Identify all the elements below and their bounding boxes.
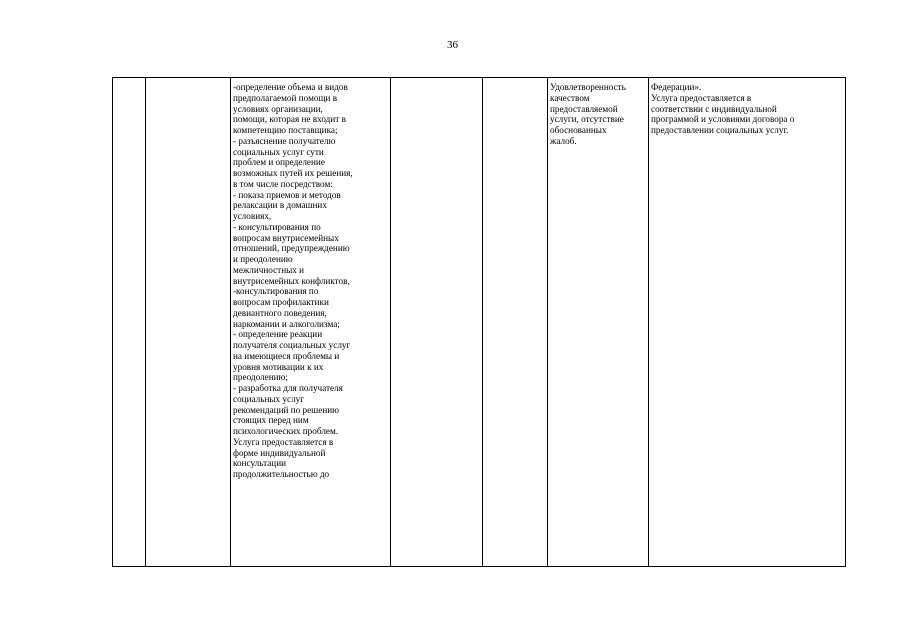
description-line: - консультирования по — [233, 221, 321, 232]
description-line: Услуга предоставляется в — [233, 436, 334, 447]
description-line: социальных услуг — [233, 393, 305, 404]
description-line: рекомендаций по решению — [233, 404, 340, 415]
provision-condition-line: программой и условиями договора о — [651, 114, 795, 125]
description-line: проблем и определение — [233, 157, 325, 168]
description-line: консультации — [233, 458, 287, 469]
cell-number — [113, 78, 146, 567]
provision-condition-line: соответствии с индивидуальной — [651, 103, 777, 114]
description-line: получателя социальных услуг — [233, 340, 351, 350]
description-line: -определение объема и видов — [233, 82, 348, 92]
quality-indicator-line: услуги, отсутствие — [550, 114, 624, 125]
provision-condition-line: предоставлении социальных услуг. — [651, 125, 789, 135]
description-line: форме индивидуальной — [233, 447, 326, 458]
description-line: предполагаемой помощи в — [233, 92, 338, 103]
description-line: компетенцию поставщика; — [233, 125, 338, 135]
description-line: условиях, — [233, 211, 272, 221]
quality-indicator-line: жалоб. — [550, 135, 577, 146]
description-line: - разработка для получателя — [233, 383, 343, 393]
cell-quality-indicators — [548, 78, 649, 567]
cell-service-term — [391, 78, 483, 567]
cell-provision-conditions — [649, 78, 846, 567]
cell-service-description — [231, 78, 391, 567]
description-line: продолжительностью до — [233, 469, 330, 479]
description-line: -консультирования по — [233, 286, 319, 297]
description-line: и преодолению — [233, 254, 293, 264]
table-row — [113, 78, 846, 567]
cell-service-cost — [483, 78, 548, 567]
page-number: 36 — [447, 39, 458, 51]
description-line: уровня мотивации к их — [233, 361, 324, 372]
quality-indicator-line: Удовлетворенность — [550, 82, 626, 92]
description-line: преодолению; — [233, 372, 288, 383]
quality-indicator-line: предоставляемой — [550, 103, 618, 114]
provision-condition-line: Услуга предоставляется в — [651, 92, 752, 103]
services-table — [112, 77, 846, 567]
description-line: - определение реакции — [233, 329, 323, 340]
description-line: социальных услуг сути — [233, 146, 324, 157]
description-line: межличностных и — [233, 264, 305, 275]
description-line: релаксации в домашних — [233, 200, 327, 211]
quality-indicator-line: обоснованных — [550, 125, 607, 135]
quality-indicator-line: качеством — [550, 92, 590, 103]
description-line: в том числе посредством: — [233, 178, 333, 189]
description-line: отношений, предупреждению — [233, 243, 350, 254]
description-line: - показа приемов и методов — [233, 189, 341, 200]
description-line: наркомании и алкоголизма; — [233, 318, 340, 329]
description-line: вопросам профилактики — [233, 297, 329, 307]
description-line: вопросам внутрисемейных — [233, 232, 339, 243]
description-line: психологических проблем. — [233, 426, 339, 436]
description-line: на имеющиеся проблемы и — [233, 350, 340, 361]
provision-condition-line: Федерации». — [651, 82, 702, 92]
description-line: стоящих перед ним — [233, 415, 309, 426]
description-line: условиях организации, — [233, 103, 323, 114]
description-line: возможных путей их решения, — [233, 168, 353, 178]
description-line: девиантного поведения, — [233, 307, 327, 318]
description-line: помощи, которая не входит в — [233, 114, 346, 125]
description-line: внутрисемейных конфликтов, — [233, 275, 350, 286]
cell-service-name — [146, 78, 231, 567]
description-line: - разъяснение получателю — [233, 135, 336, 146]
